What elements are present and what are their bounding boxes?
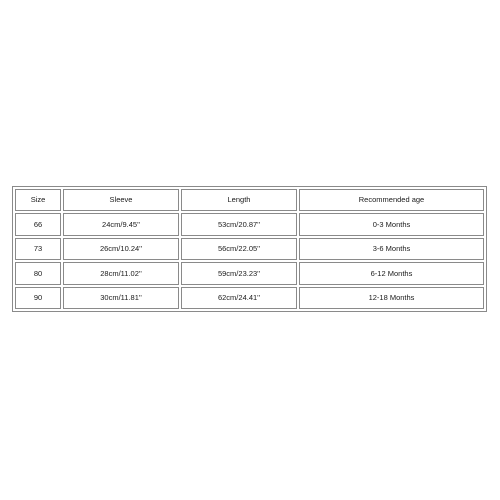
cell-length: 59cm/23.23'' xyxy=(181,262,297,284)
table-row xyxy=(15,238,484,260)
cell-sleeve: 28cm/11.02'' xyxy=(63,262,179,284)
cell-size: 66 xyxy=(15,213,61,235)
cell-recommended-age: 12-18 Months xyxy=(299,287,484,309)
cell-size: 73 xyxy=(15,238,61,260)
table-header-row xyxy=(15,189,484,211)
header-sleeve: Sleeve xyxy=(63,189,179,211)
header-size: Size xyxy=(15,189,61,211)
cell-recommended-age: 6-12 Months xyxy=(299,262,484,284)
cell-sleeve: 24cm/9.45'' xyxy=(63,213,179,235)
header-length: Length xyxy=(181,189,297,211)
cell-recommended-age: 0-3 Months xyxy=(299,213,484,235)
cell-sleeve: 26cm/10.24'' xyxy=(63,238,179,260)
cell-size: 90 xyxy=(15,287,61,309)
table-row xyxy=(15,287,484,309)
cell-recommended-age: 3-6 Months xyxy=(299,238,484,260)
header-recommended-age: Recommended age xyxy=(299,189,484,211)
cell-sleeve: 30cm/11.81'' xyxy=(63,287,179,309)
cell-length: 56cm/22.05'' xyxy=(181,238,297,260)
cell-size: 80 xyxy=(15,262,61,284)
table-row xyxy=(15,213,484,235)
table-row xyxy=(15,262,484,284)
size-chart-table xyxy=(12,186,487,312)
cell-length: 53cm/20.87'' xyxy=(181,213,297,235)
cell-length: 62cm/24.41'' xyxy=(181,287,297,309)
